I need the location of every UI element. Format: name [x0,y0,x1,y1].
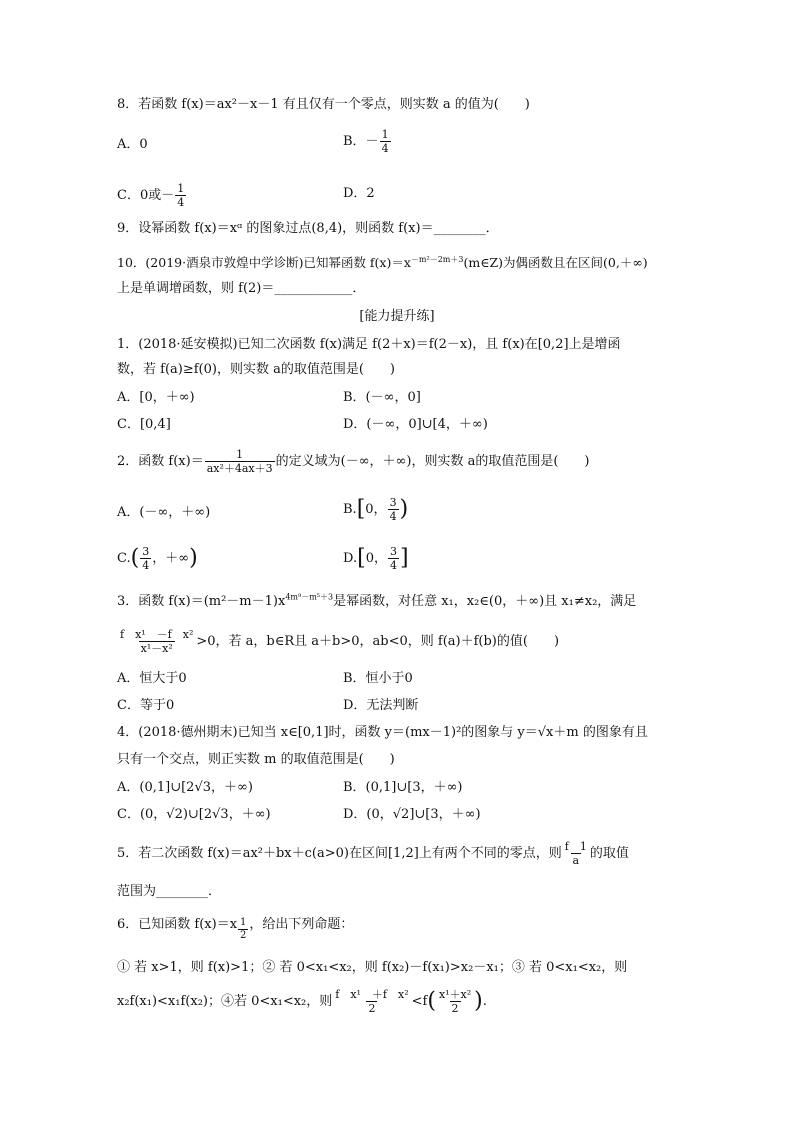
p2-option-a: A．(－∞，＋∞) [117,505,211,520]
p2-option-c: C.( $\frac{3}{4}$ ，＋∞) [117,545,198,572]
fraction-numerator: f x¹ ＋f x² [335,988,409,1001]
p3-option-d: D．无法判断 [343,698,419,713]
fraction-denominator: a [572,854,580,867]
p5-line1-b: 的取值 [589,846,629,861]
q10-line1 [117,255,648,271]
p4-option-a: A．(0,1]∪[2√3，＋∞) [117,780,253,795]
q8-option-c [117,182,187,209]
q8-option-c-prefix: C．0或－ [117,188,175,203]
p1-line1: 1．(2018·延安模拟)已知二次函数 f(x)满足 f(2＋x)＝f(2－x)，且 f(x)在[0,2]上是增函 [117,337,621,352]
p1-option-b: B．(－∞，0] [343,390,421,405]
p5-line1-a: 5．若二次函数 f(x)＝ax²＋bx＋c(a>0)在区间[1,2]上有两个不同的零点，则 [117,846,562,861]
p3-fraction [118,628,195,655]
p2-option-b: B.[0， $\frac{3}{4}$ ) [343,496,409,523]
p3-stem-b: 是幂函数，对任意 x₁，x₂∈(0，＋∞)且 x₁≠x₂，满足 [333,594,637,609]
p1-line2: 数，若 f(a)≥f(0)，则实数 a的取值范围是( ) [117,362,395,377]
p2-option-b-left: 0， [365,502,387,517]
p2-option-c-prefix: C. [117,551,131,566]
p4-option-d: D．(0，√2]∪[3，＋∞) [343,807,481,822]
p6-line3: x₂f(x₁)<x₁f(x₂)；④若 0<x₁<x₂，则 $\frac{\text{f x¹ ＋f x²}}{2}$ <f( $\frac{\text{x¹＋x²}}{2}$ ). [117,988,487,1015]
p5-line1 [117,840,629,867]
p6-stem-b: ，给出下列命题： [249,917,354,932]
fraction-denominator: 4 [177,196,185,209]
p6-line3-end: . [482,994,487,1009]
q8-option-c-fraction [175,182,186,209]
fraction-numerator: 1 [236,448,244,461]
fraction-numerator: 3 [389,496,397,509]
p2-option-d-fraction [388,545,399,572]
q8-option-b [343,128,392,155]
fraction-numerator: 3 [142,545,150,558]
p2-option-c-fraction [140,545,151,572]
p6-line3-a: x₂f(x₁)<x₁f(x₂)；④若 0<x₁<x₂，则 [117,994,333,1009]
fraction-denominator: x¹－x² [140,642,173,655]
fraction-numerator: f x¹ －f x² [120,628,194,641]
fraction-denominator: 2 [368,1002,376,1015]
q10-line1-a: 10．(2019·酒泉市敦煌中学诊断)已知幂函数 f(x)＝x [117,255,411,270]
section-title: [能力提升练] [359,309,435,324]
q10-exponent: －m²－2m＋3 [410,254,464,264]
p2-option-b-prefix: B. [343,502,357,517]
q10-line2: 上是单调增函数，则 f(2)＝____________． [117,281,366,296]
p3-line2 [117,628,559,655]
fraction-denominator: 4 [381,142,389,155]
q10-line1-b: (m∈Z)为偶函数且在区间(0,＋∞) [463,255,648,270]
p3-stem-a: 3．函数 f(x)＝(m²－m－1)x [117,594,286,609]
p3-stem [117,594,636,610]
p3-option-c: C．等于0 [117,698,175,713]
p4-option-c: C．(0，√2)∪[2√3，＋∞) [117,807,271,822]
p4-line2: 只有一个交点，则正实数 m 的取值范围是( ) [117,752,395,767]
fraction-numerator: x¹＋x² [438,988,472,1001]
fraction-numerator: 1 [177,182,185,195]
fraction-denominator: 4 [389,559,397,572]
p3-option-a: A．恒大于0 [117,671,187,686]
p1-option-a: A．[0，＋∞) [117,390,195,405]
p4-option-b: B．(0,1]∪[3，＋∞) [343,780,463,795]
p2-option-b-fraction [388,496,399,523]
p2-option-d-prefix: D. [343,551,358,566]
p3-option-b: B．恒小于0 [343,671,413,686]
p5-fraction [563,840,589,867]
p6-line3-b: <f [411,994,428,1009]
p6-line2: ① 若 x>1，则 f(x)>1；② 若 0<x₁<x₂，则 f(x₂)－f(x₁)>x₂－x₁；③ 若 0<x₁<x₂，则 [117,960,628,975]
q8-stem: 8．若函数 f(x)＝ax²－x－1 有且仅有一个零点，则实数 a 的值为( ) [117,97,530,112]
p3-exponent: 4m⁹－m⁵＋3 [285,592,334,602]
fraction-denominator: 4 [142,559,150,572]
p2-stem-b: 的定义域为(－∞，＋∞)，则实数 a的取值范围是( ) [275,454,590,469]
fraction-numerator: 1 [381,128,389,141]
p1-option-c: C．[0,4] [117,417,171,432]
p3-line2-b: >0，若 a，b∈R且 a＋b>0，ab<0，则 f(a)＋f(b)的值( ) [196,634,560,649]
fraction-denominator: 4 [389,510,397,523]
p2-stem-a: 2．函数 f(x)＝ [117,454,204,469]
p2-option-d-left: 0， [365,551,387,566]
fraction-denominator: 2 [451,1002,459,1015]
p6-exponent-fraction [238,917,248,942]
p6-fraction [333,988,410,1015]
fraction-denominator: ax²＋4ax＋3 [206,462,273,475]
fraction-numerator: 1 [240,917,247,928]
q8-option-a: A．0 [117,137,148,152]
p2-option-d: D.[0， $\frac{3}{4}$ ] [343,545,409,572]
q8-option-b-fraction [380,128,391,155]
fraction-numerator: 3 [389,545,397,558]
p6-stem [117,917,353,942]
fraction-numerator: f 1 [564,840,587,853]
p1-option-d: D．(－∞，0]∪[4，＋∞) [343,417,488,432]
q8-option-b-prefix: B．－ [343,134,379,149]
p6-stem-a: 6．已知函数 f(x)＝x [117,917,238,932]
q8-option-d: D．2 [343,186,375,201]
p2-fraction [205,448,275,475]
fraction-denominator: 2 [240,930,247,941]
p6-inner-fraction [437,988,473,1015]
p2-stem [117,448,589,475]
p4-line1: 4．(2018·德州期末)已知当 x∈[0,1]时，函数 y＝(mx－1)²的图象与 y＝√x＋m 的图象有且 [117,725,648,740]
p5-line2: 范围为________． [117,884,222,899]
q9-stem: 9．设幂函数 f(x)＝xᵅ 的图象过点(8,4)，则函数 f(x)＝________． [117,221,499,236]
p2-option-c-right: ，＋∞ [152,551,190,566]
